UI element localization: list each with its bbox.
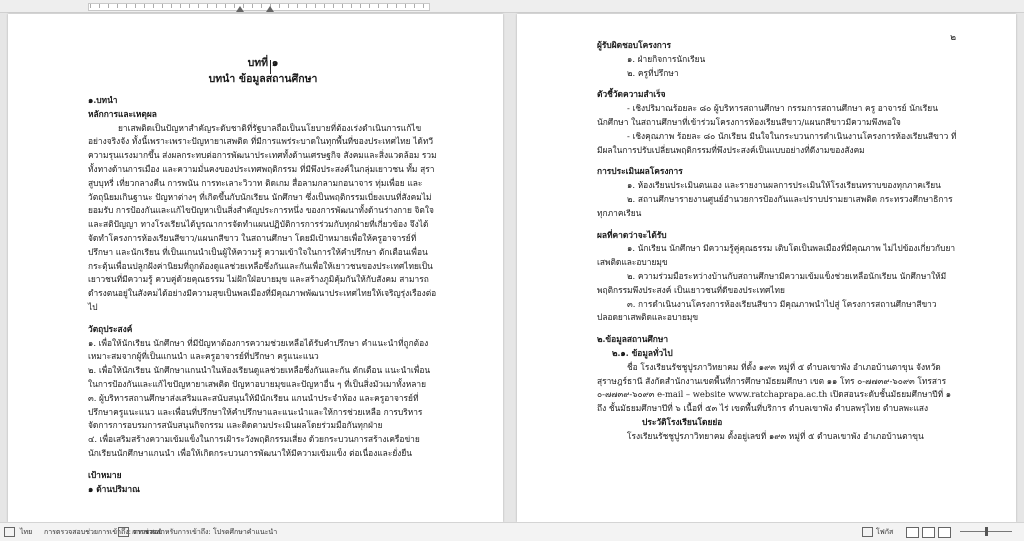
focus-mode-button[interactable]	[862, 523, 893, 541]
section-heading: การประเมินผลโครงการ	[597, 166, 683, 177]
ruler-ticks	[90, 4, 426, 8]
spacer	[597, 325, 957, 333]
page-count-indicator[interactable]	[4, 523, 18, 541]
section-heading: ๑ ด้านปริมาณ	[88, 483, 140, 494]
spacer	[88, 461, 438, 469]
print-layout-button[interactable]	[922, 527, 935, 538]
section-heading: ๒.ข้อมูลสถานศึกษา	[597, 334, 669, 345]
page-1-content[interactable]	[88, 56, 438, 496]
focus-icon	[862, 527, 873, 537]
spacer	[597, 80, 957, 88]
document-page-2[interactable]	[517, 14, 1016, 522]
list-item: ๒. ครูที่ปรึกษา	[627, 67, 679, 78]
section-heading: ๒.๑. ข้อมูลทั่วไป	[612, 347, 673, 358]
list-item: ๑. เพื่อให้นักเรียน นักศึกษา ที่มีปัญหาต้องการความช่วยเหลือได้รับคำปรึกษา คำแนะนำที่ถูกต้องเหมาะสมจากผู้ที่เป็นแกนนำ และครูอาจารย์ที่ปรึกษา ครูแนะแนว	[88, 337, 429, 362]
section-heading: ประวัติโรงเรียนโดยย่อ	[642, 416, 723, 427]
chapter-title: บทนำ ข้อมูลสถานศึกษา	[208, 73, 318, 85]
horizontal-ruler[interactable]	[0, 0, 1024, 13]
accessibility-icon	[118, 527, 129, 537]
list-item: ๓. ผู้บริหารสถานศึกษาส่งเสริมและสนับสนุนให้มีนักเรียน แกนนำประจำห้อง และครูอาจารย์ที่ปรึกษาครูแนะแนว และเพื่อนที่ปรึกษาให้คำปรึกษาและแนะนำและให้การช่วยเหลือ การบริหารจัดการการอบรมการสนับสนุนกิจกรรม และติดตามประเมินผลโดยร่วมมือกันทุกฝ่าย	[88, 392, 423, 431]
zoom-slider-thumb[interactable]	[985, 527, 988, 536]
paragraph: ๓. การดำเนินงานโครงการห้องเรียนสีขาว มีคุณภาพนำไปสู่ โครงการสถานศึกษาสีขาวปลอดยาเสพติดและอบายมุข	[597, 298, 937, 323]
section-heading: หลักการและเหตุผล	[88, 108, 157, 119]
indent-marker[interactable]	[236, 6, 244, 12]
tab-marker[interactable]	[266, 6, 274, 12]
list-item: ๑. ฝ่ายกิจการนักเรียน	[627, 53, 706, 64]
accessibility-note-label: การช่วยสำหรับการเข้าถึง: โปรดศึกษาคำแนะนำ	[132, 528, 278, 536]
paragraph: - เชิงปริมาณร้อยละ ๘๐ ผู้บริหารสถานศึกษา กรรมการสถานศึกษา ครู อาจารย์ นักเรียน นักศึกษา ในสถานศึกษาที่เข้าร่วมโครงการห้องเรียนสีขาว/แผนกสีขาวมีความพึงพอใจ	[597, 103, 938, 127]
paragraph: ๑. ห้องเรียนประเมินตนเอง และรายงานผลการประเมินให้โรงเรียนทราบของทุกภาคเรียน	[627, 180, 941, 191]
section-heading: ผลที่คาดว่าจะได้รับ	[597, 229, 667, 240]
list-item: ๒. เพื่อให้นักเรียน นักศึกษาแกนนำในห้องเรียนดูแลช่วยเหลือซึ่งกันและกัน ตักเตือน แนะนำเพื่อนในการป้องกันและแก้ไขปัญหายาเสพติด ปัญหาอบายมุขและปัญหาอื่น ๆ ที่เป็นสิ่งมัวเมาทั้งหลาย	[88, 365, 431, 389]
paragraph: ชื่อ โรงเรียนรัชชูปูรภาวิทยาคม ที่ตั้ง ๑๙๓ หมู่ที่ ๕ ตำบลเขาพัง อำเภอบ้านตาขุน จังหวัดสุราษฎร์ธานี สังกัดสำนักงานเขตพื้นที่การศึกษามัธยมศึกษา เขต ๑๑ โทร ๐-๗๗๓๙-๖๐๙๓ โทรสาร ๐-๗๗๓๙-๖๐๙๓ e-mail – website www.ratchaprapa.ac.th เปิดสอนระดับชั้นมัธยมศึกษาปีที่ ๑ ถึง ชั้นมัธยมศึกษาปีที่ ๖ เนื้อที่ ๕๓ ไร่ เขตพื้นที่บริการ ตำบลเขาพัง ตำบลพรุไทย ตำบลพะแสง	[597, 361, 952, 414]
read-mode-button[interactable]	[906, 527, 919, 538]
section-heading: ๑.บทนำ	[88, 95, 118, 105]
paragraph: - เชิงคุณภาพ ร้อยละ ๘๐ นักเรียน มีนใจในกระบวนการดำเนินงานโครงการห้องเรียนสีขาว ที่มีผลในการปรับเปลี่ยนพฤติกรรมที่พึงประสงค์เป็นแบบอย่างที่ดีงามของสังคม	[597, 130, 957, 155]
accessibility-note[interactable]	[118, 523, 277, 541]
focus-label: โฟกัส	[876, 528, 894, 536]
section-heading: เป้าหมาย	[88, 469, 122, 480]
spacer	[597, 157, 957, 165]
language-indicator[interactable]: ไทย	[20, 528, 33, 536]
spacer	[88, 315, 438, 323]
section-heading: วัตถุประสงค์	[88, 323, 133, 334]
accessibility-status[interactable]: การตรวจสอบช่วยการเข้าถึง: ตรวจสอบ	[44, 528, 163, 536]
paragraph: โรงเรียนรัชชูปูรภาวิทยาคม ตั้งอยู่เลขที่ ๑๙๓ หมู่ที่ ๕ ตำบลเขาพัง อำเภอบ้านตาขุน	[627, 430, 924, 441]
status-bar	[0, 522, 1024, 541]
page-number: ๒	[950, 33, 956, 43]
chapter-heading: บทที่ ๑	[247, 57, 279, 69]
paragraph: ยาเสพติดเป็นปัญหาสำคัญระดับชาติที่รัฐบาลถือเป็นนโยบายที่ต้องเร่งดำเนินการแก้ไขอย่างจริงจัง ทั้งนี้เพราะเพราะปัญหายาเสพติด ที่มีการแพร่ระบาดในทุกพื้นที่ของประเทศไทย ได้ทวีความรุนแรงมากขึ้น ส่งผลกระทบต่อการพัฒนาประเทศทั้งด้านเศรษฐกิจ สังคมและสิ่งแวดล้อม รวมทั้งทางด้านการเมือง และความมั่นคงของประเทศพฤติกรรม ที่มีพึงประสงค์ในกลุ่มเยาวชน ทั้ม สุรา สูบบุหรี่ เที่ยวกลางคืน การพนัน การทะเลาะวิวาท ติดเกม สื่อลามกลามกอนาจาร ทุ่มเพื่อย และวัตถุนิยมเกินฐานะ ปัญหาต่างๆ ที่เกิดขึ้นกับนักเรียน นักศึกษา ซึ่งเป็นพฤติกรรมเบี่ยงเบนที่สังคมไม่ยอมรับ การป้องกันและแก้ไขปัญหาเป็นสิ่งสำคัญประการหนึ่ง ของการพัฒนาทั้งด้านร่างกาย จิตใจ และสติปัญญา ทางโรงเรียนได้บูรณาการจัดทำแผนปฏิบัติการการร่วมกับทุกฝ่ายที่เกี่ยวข้อง จึงได้จัดทำโครงการห้องเรียนสีขาว/แผนกสีขาว ในสถานศึกษา โดยมีเป้าหมายเพื่อให้ครูอาจารย์ที่ปรึกษา และนักเรียน ที่เป็นแกนนำเป็นผู้ให้ความรู้ ความเข้าใจในการให้คำปรึกษา ตักเตือนเพื่อน กระตุ้นเพื่อนปลูกฝังค่านิยมที่ถูกต้องดูแลช่วยเหลือซึ่งกันและกันเพื่อให้เยาวชนของประเทศไทยเป็นเยาวชนที่มีความรู้ ควบคู่ด้วยคุณธรรม ไม่ฝักใฝ่อบายมุข และสร้างภูมิคุ้มกันให้กับสังคม สามารถดำรงตนอยู่ในสังคมได้อย่างมีความสุขเป็นพลเมืองที่มีคุณภาพพัฒนาประเทศไทยให้เจริญรุ่งเรืองต่อไป	[88, 122, 437, 312]
document-page-1[interactable]	[8, 14, 503, 522]
paragraph: ๒. ความร่วมมือระหว่างบ้านกับสถานศึกษามีความเข้มแข็งช่วยเหลือนักเรียน นักศึกษาให้มีพฤติกรรมพึงประสงค์ เป็นเยาวชนที่ดีของประเทศไทย	[597, 270, 947, 295]
spacer	[597, 221, 957, 229]
web-layout-button[interactable]	[938, 527, 951, 538]
paragraph: ๒. สถานศึกษารายงานศูนย์อำนวยการป้องกันและปราบปรามยาเสพติด กระทรวงศึกษาธิการ ทุกภาคเรียน	[597, 193, 953, 218]
page-2-content[interactable]	[597, 39, 957, 444]
page-icon	[4, 527, 15, 537]
list-item: ๔. เพื่อเสริมสร้างความเข้มแข็งในการเฝ้าระวังพฤติกรรมเสี่ยง ด้วยกระบวนการสร้างเครือข่ายนักเรียนนักศึกษาแกนนำ เพื่อให้เกิดกระบวนการพัฒนาให้มีความเข้มแข็ง ต่อเนื่องและยั่งยืน	[88, 434, 420, 458]
section-heading: ตัวชี้วัดความสำเร็จ	[597, 89, 666, 100]
paragraph: ๑. นักเรียน นักศึกษา มีความรู้คู่คุณธรรม เติบโตเป็นพลเมืองที่มีคุณภาพ ไม่ไปข้องเกี่ยวกับยาเสพติดและอบายมุข	[597, 243, 956, 268]
section-heading: ผู้รับผิดชอบโครงการ	[597, 40, 672, 50]
